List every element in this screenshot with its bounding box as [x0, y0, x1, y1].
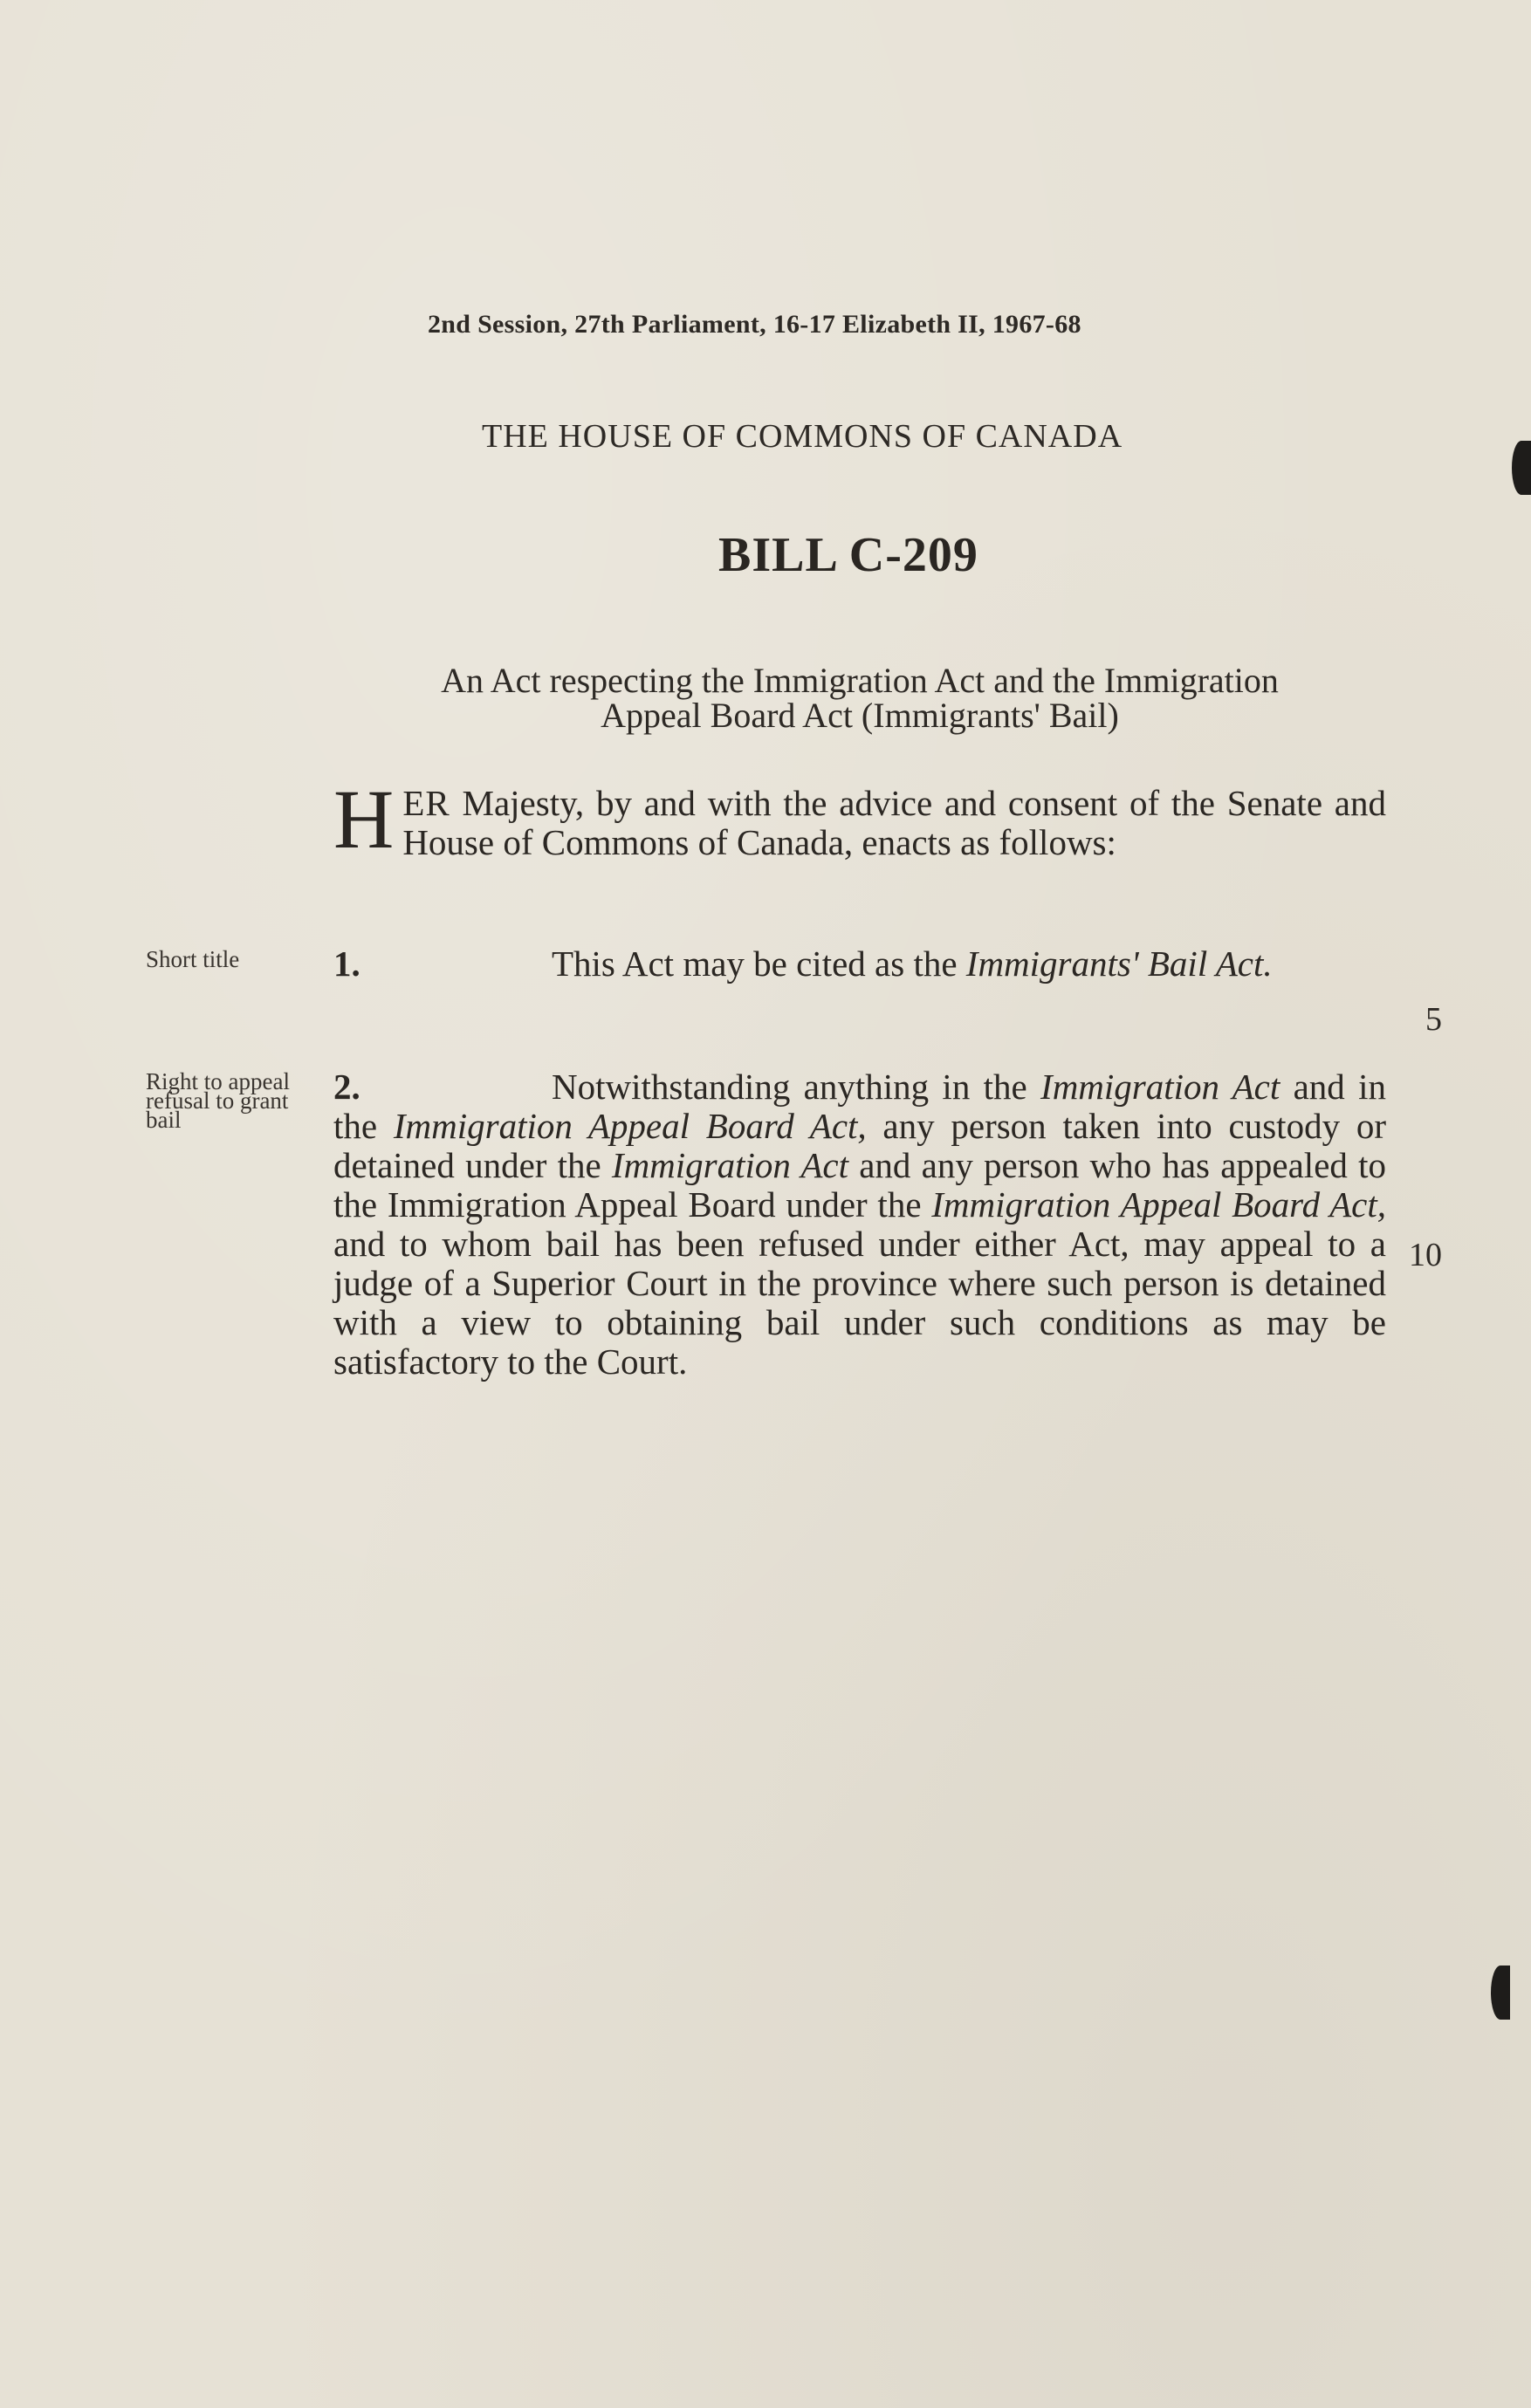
section-2-number: 2.	[333, 1067, 360, 1107]
long-title	[332, 663, 1388, 733]
line-number-5: 5	[1425, 1001, 1442, 1038]
section-2	[333, 1067, 1386, 1382]
enacting-text: Majesty, by and with the advice and consent of the Senate and House of Commons of Canada, enacts as follows:	[402, 783, 1386, 862]
marginal-note-right-to-appeal: Right to appeal refusal to grant bail	[146, 1068, 290, 1133]
section-1	[333, 944, 1386, 984]
section-1-text: This Act may be cited as the	[552, 943, 966, 984]
house-heading: THE HOUSE OF COMMONS OF CANADA	[482, 418, 1123, 455]
long-title-line-2: Appeal Board Act (Immigrants' Bail)	[601, 696, 1119, 735]
enacting-smallcaps: ER	[402, 783, 450, 823]
section-2-italic-2: Immigration Appeal Board Act,	[393, 1106, 867, 1146]
section-2-text-5: and to whom bail has been refused under either Act, may appeal to a judge of a Superior Court in the province where such person is detained with a view to obtaining bail under such conditions as may be satisfactory to the Court.	[333, 1224, 1386, 1382]
section-1-number: 1.	[333, 943, 360, 984]
enacting-clause	[333, 772, 1386, 866]
section-2-text-1: Notwithstanding anything in the	[552, 1067, 1041, 1107]
section-2-italic-1: Immigration Act	[1040, 1067, 1280, 1107]
section-1-short-title: Immigrants' Bail Act.	[965, 943, 1273, 984]
line-number-10: 10	[1409, 1237, 1442, 1273]
section-2-italic-3: Immigration Act	[611, 1145, 849, 1185]
section-2-text-3: any person taken into custody or detained under the	[333, 1106, 1386, 1185]
marginal-note-short-title: Short title	[146, 946, 240, 972]
section-2-italic-4: Immigration Appeal Board Act,	[931, 1184, 1386, 1225]
bill-number: BILL C-209	[718, 528, 978, 582]
section-2-text-2: and in the	[333, 1067, 1386, 1146]
section-2-text-4: and any person who has appealed to the Immigration Appeal Board under the	[333, 1145, 1386, 1225]
session-line: 2nd Session, 27th Parliament, 16-17 Elizabeth II, 1967-68	[428, 310, 1081, 339]
punch-hole-bottom	[1491, 1966, 1510, 2020]
punch-hole-top	[1512, 441, 1531, 495]
long-title-line-1: An Act respecting the Immigration Act and the Immigration	[441, 661, 1279, 700]
drop-cap: H	[333, 772, 395, 866]
